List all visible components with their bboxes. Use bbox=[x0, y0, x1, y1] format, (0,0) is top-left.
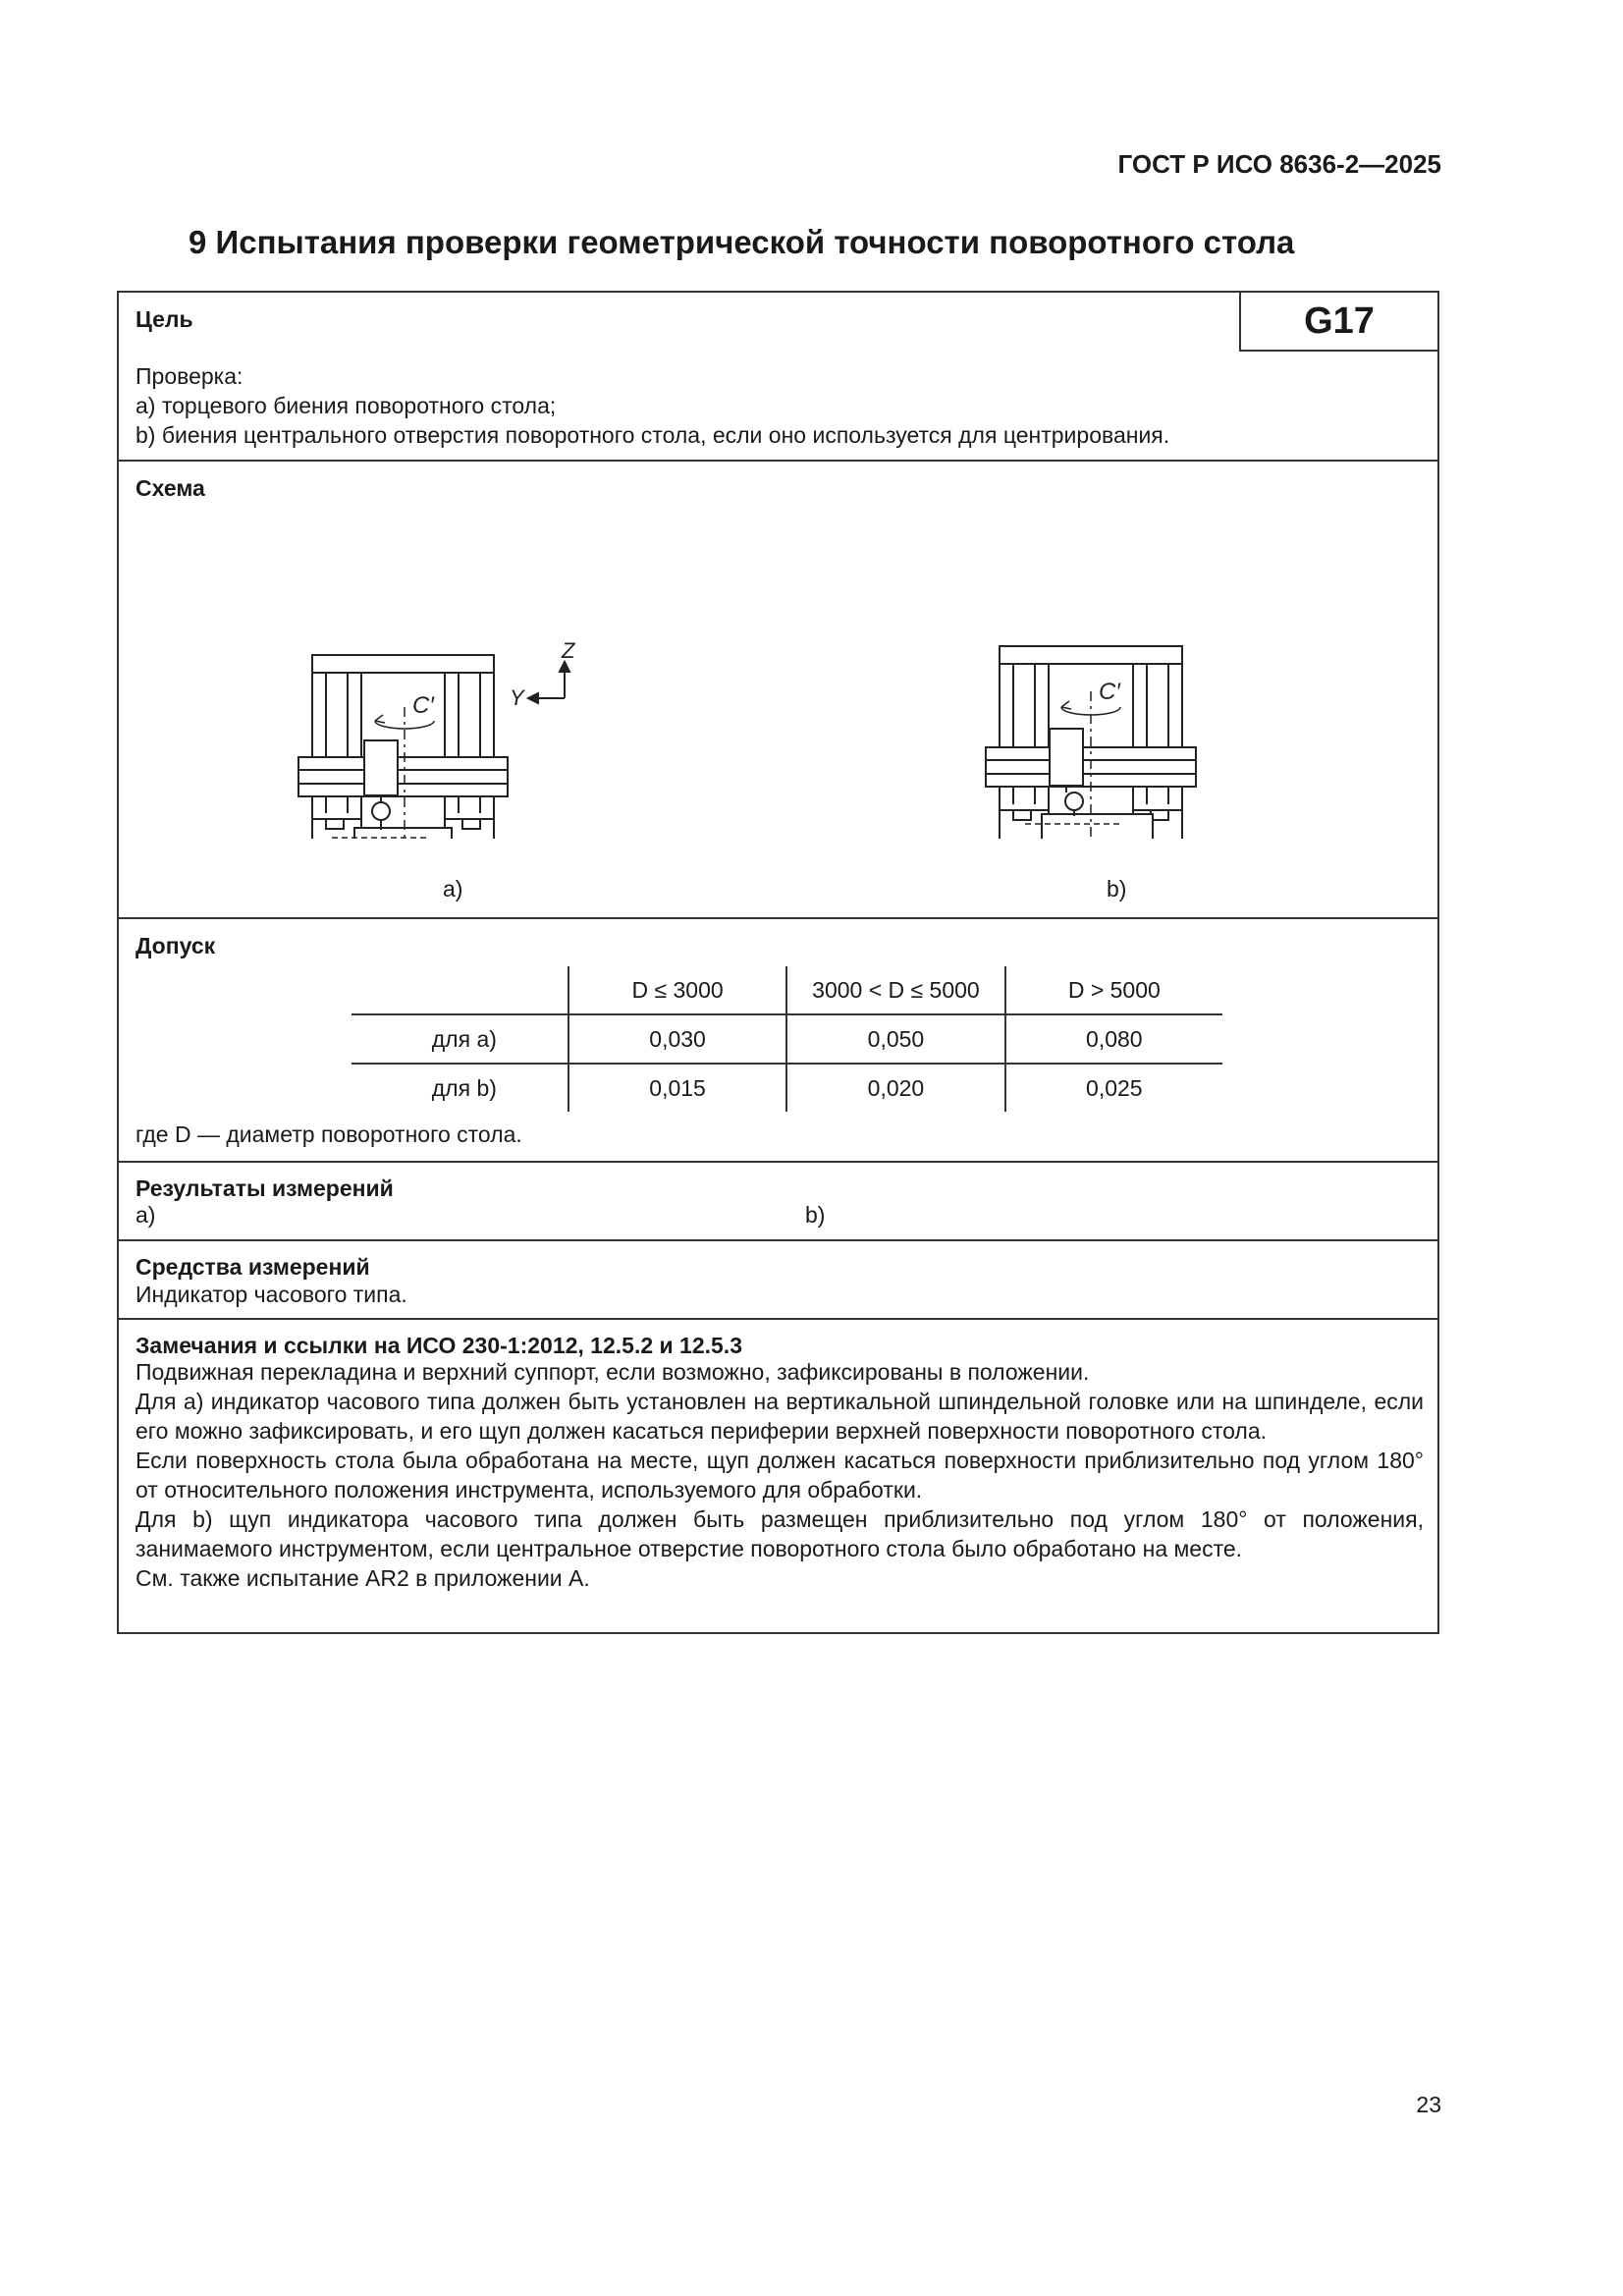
instruments-label: Средства измерений bbox=[135, 1254, 370, 1280]
scheme-figure-a bbox=[276, 515, 718, 839]
row-label: для a) bbox=[352, 1014, 568, 1064]
divider bbox=[119, 460, 1437, 462]
spindle-head bbox=[364, 740, 398, 795]
table-cell: 0,025 bbox=[1005, 1064, 1222, 1112]
header-cell bbox=[1005, 966, 1222, 1014]
header-d-small: D ≤ 3000 bbox=[631, 976, 724, 1003]
scheme-figure-b bbox=[924, 515, 1366, 839]
divider bbox=[119, 1161, 1437, 1163]
gantry-group bbox=[986, 646, 1196, 839]
right-column bbox=[445, 655, 494, 839]
goal-line: a) торцевого биения поворотного стола; bbox=[135, 393, 557, 418]
tolerance-header-row bbox=[352, 966, 1222, 1014]
tolerance-label: Допуск bbox=[135, 933, 216, 958]
results-b: b) bbox=[805, 1202, 826, 1228]
page-number: 23 bbox=[1416, 2092, 1441, 2117]
table-row bbox=[352, 1064, 1222, 1112]
rotation-arrow-head bbox=[375, 715, 385, 723]
spindle-head bbox=[1050, 729, 1083, 786]
rotary-table bbox=[1042, 814, 1153, 839]
goal-label: Цель bbox=[135, 306, 193, 332]
cross-rail bbox=[298, 757, 508, 796]
header-cell bbox=[786, 966, 1004, 1014]
goal-line: Проверка: bbox=[135, 363, 243, 389]
table-cell: 0,050 bbox=[786, 1014, 1004, 1064]
test-code: G17 bbox=[1239, 291, 1439, 352]
instruments-text: Индикатор часового типа. bbox=[135, 1282, 407, 1307]
axis-z-label: Z bbox=[562, 638, 575, 663]
axis-triad bbox=[528, 662, 569, 703]
table-cell: 0,015 bbox=[568, 1064, 786, 1112]
remarks-paragraph: Подвижная перекладина и верхний суппорт, если возможно, зафиксированы в положении. bbox=[135, 1359, 1090, 1385]
rotation-arrow-head bbox=[1061, 701, 1071, 709]
header-cell bbox=[568, 966, 786, 1014]
divider bbox=[119, 1318, 1437, 1320]
top-beam bbox=[312, 655, 494, 673]
table-cell: 0,030 bbox=[568, 1014, 786, 1064]
dial-indicator bbox=[372, 802, 390, 820]
table-row bbox=[352, 1014, 1222, 1064]
divider bbox=[119, 1239, 1437, 1241]
caption-b: b) bbox=[1107, 876, 1127, 902]
results-a: a) bbox=[135, 1202, 156, 1228]
remarks-paragraph: Для b) щуп индикатора часового типа должен быть размещен приблизительно под углом 180° от положения, занимаемого инструментом, если центральное отверстие поворотного стола было обработано на месте. bbox=[135, 1506, 1424, 1561]
y-arrow bbox=[528, 693, 538, 703]
document-id: ГОСТ Р ИСО 8636-2—2025 bbox=[1117, 149, 1441, 179]
header-d-large: D > 5000 bbox=[1067, 976, 1161, 1003]
goal-line: b) биения центрального отверстия поворотного стола, если оно используется для центрирования. bbox=[135, 422, 1170, 448]
remarks-paragraph: См. также испытание AR2 в приложении A. bbox=[135, 1565, 590, 1591]
dial-indicator bbox=[1065, 793, 1083, 810]
header-d-mid: 3000 < D ≤ 5000 bbox=[812, 976, 980, 1003]
axis-y-label: Y bbox=[510, 685, 524, 710]
row-label: для b) bbox=[431, 1074, 497, 1101]
test-sheet bbox=[117, 291, 1439, 1634]
results-label: Результаты измерений bbox=[135, 1175, 394, 1201]
z-arrow bbox=[560, 662, 569, 672]
divider bbox=[119, 917, 1437, 919]
scheme-label: Схема bbox=[135, 475, 205, 501]
section-title: 9 Испытания проверки геометрической точности поворотного стола bbox=[189, 224, 1295, 260]
table-cell: 0,080 bbox=[1005, 1014, 1222, 1064]
remarks-paragraph: Для a) индикатор часового типа должен быть установлен на вертикальной шпиндельной головке или на шпинделе, если его можно зафиксировать, и его щуп должен касаться периферии верхней поверхности поворотного стола. bbox=[135, 1389, 1424, 1444]
tolerance-table bbox=[352, 966, 1222, 1112]
gantry-group bbox=[298, 655, 508, 839]
rotation-label: C′ bbox=[412, 692, 434, 719]
remarks-paragraph: Если поверхность стола была обработана на месте, щуп должен касаться поверхности приблизительно под углом 180° от относительного положения инструмента, используемого для обработки. bbox=[135, 1448, 1424, 1503]
rotation-label: C′ bbox=[1099, 679, 1120, 705]
caption-a: a) bbox=[443, 876, 463, 902]
tolerance-note: где D — диаметр поворотного стола. bbox=[135, 1121, 522, 1147]
goal-text bbox=[135, 361, 1169, 450]
top-beam bbox=[1000, 646, 1182, 664]
table-cell: 0,020 bbox=[786, 1064, 1004, 1112]
remarks-text bbox=[135, 1357, 1424, 1593]
header-cell bbox=[352, 966, 568, 1014]
left-column bbox=[312, 655, 361, 839]
remarks-label: Замечания и ссылки на ИСО 230-1:2012, 12.5.2 и 12.5.3 bbox=[135, 1333, 742, 1358]
